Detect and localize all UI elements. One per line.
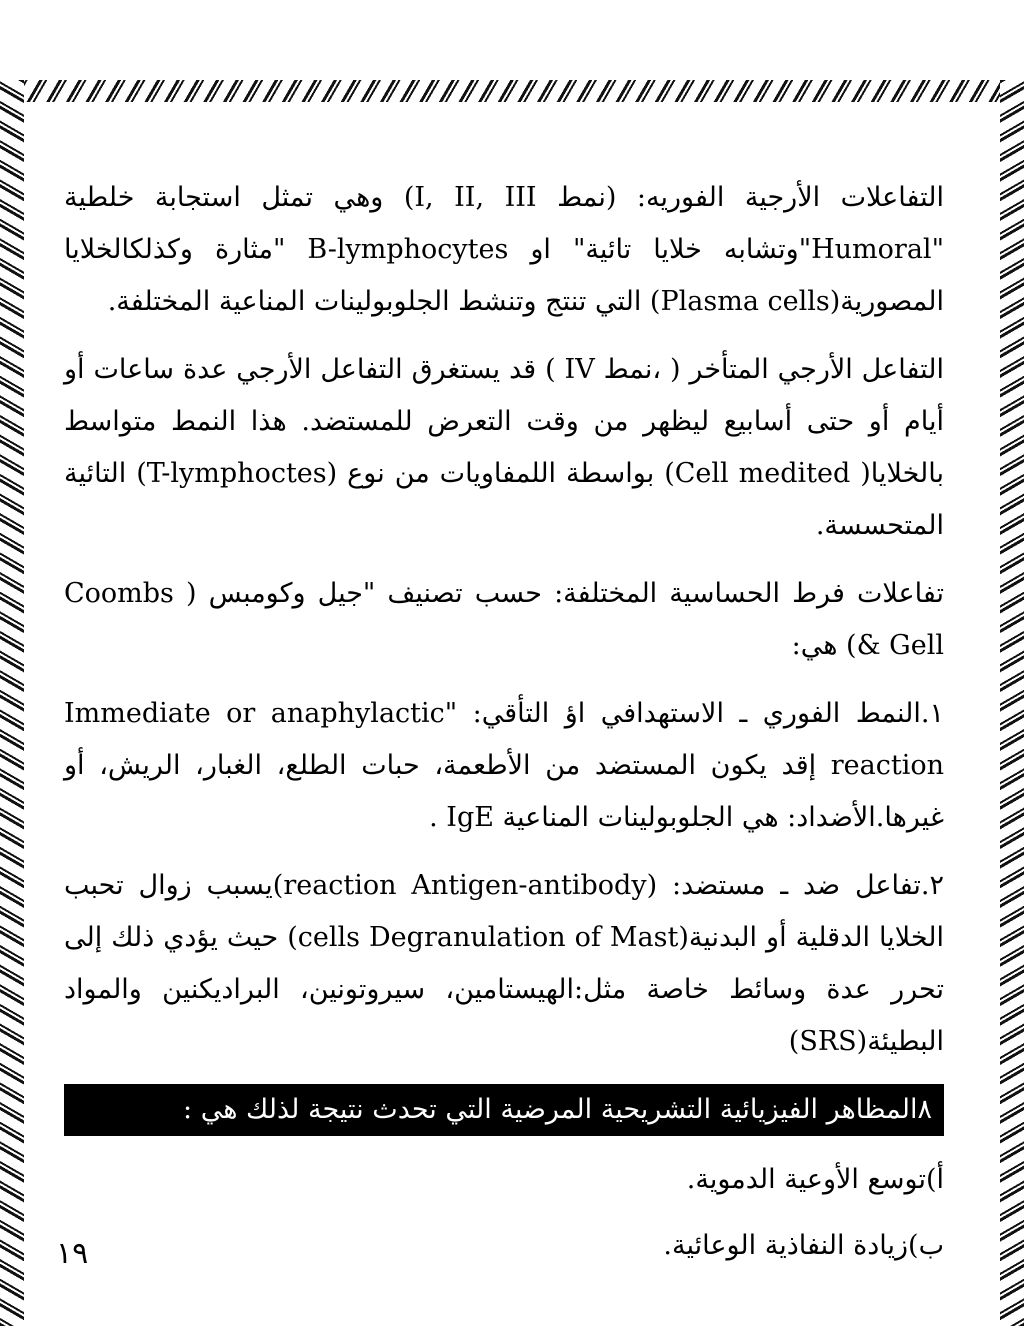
- paragraph-classification: تفاعلات فرط الحساسية المختلفة: حسب تصنيف "جيل وكومبس ( Coombs & Gell) هي:: [64, 578, 944, 661]
- decorative-border-top: [0, 80, 1024, 102]
- paragraph-type-1: ١.النمط الفوري ـ الاستهدافي اؤ التأقي: "Immediate or anaphylactic reaction إقد يكون المستضد من الأطعمة، حبات الطلع، الغبار، الريش، أو غيرها.الأضداد: هي الجلوبولينات المناعية IgE .: [64, 698, 944, 833]
- decorative-border-left: [0, 80, 24, 1326]
- decorative-border-right: [1000, 80, 1024, 1326]
- section-heading: ٨المظاهر الفيزيائية التشريحية المرضية التي تحدث نتيجة لذلك هي :: [64, 1084, 944, 1136]
- list-item-vasodilation: أ)توسع الأوعية الدموية.: [686, 1164, 944, 1195]
- page-content: [64, 172, 944, 1286]
- list-item-permeability: ب)زيادة النفاذية الوعائية.: [663, 1230, 944, 1261]
- paragraph-type-2: ٢.تفاعل ضد ـ مستضد: (reaction Antigen-antibody)يسبب زوال تحبب الخلايا الدقلية أو البدنية(cells Degranulation of Mast) حيث يؤدي ذلك إلى تحرر عدة وسائط خاصة مثل:الهيستامين، سيروتونين، البراديكنين والمواد البطيئة(SRS): [64, 870, 945, 1057]
- page-number: ١٩: [56, 1236, 89, 1271]
- paragraph-delayed-reaction: التفاعل الأرجي المتأخر ( ،نمط IV ) قد يستغرق التفاعل الأرجي عدة ساعات أو أيام أو حتى أسابيع ليظهر من وقت التعرض للمستضد. هذا النمط متواسط بالخلايا( Cell medited) بواسطة اللمفاويات من نوع (T-lymphoctes) التائية المتحسسة.: [64, 354, 944, 541]
- paragraph-immediate-reactions: التفاعلات الأرجية الفوريه: (نمط I, II, III) وهي تمثل استجابة خلطية "Humoral"وتشابه خلايا تائية" او B-lymphocytes "مثارة وكذلكالخلايا المصورية(Plasma cells) التي تنتج وتنشط الجلوبولينات المناعية المختلفة.: [64, 182, 945, 317]
